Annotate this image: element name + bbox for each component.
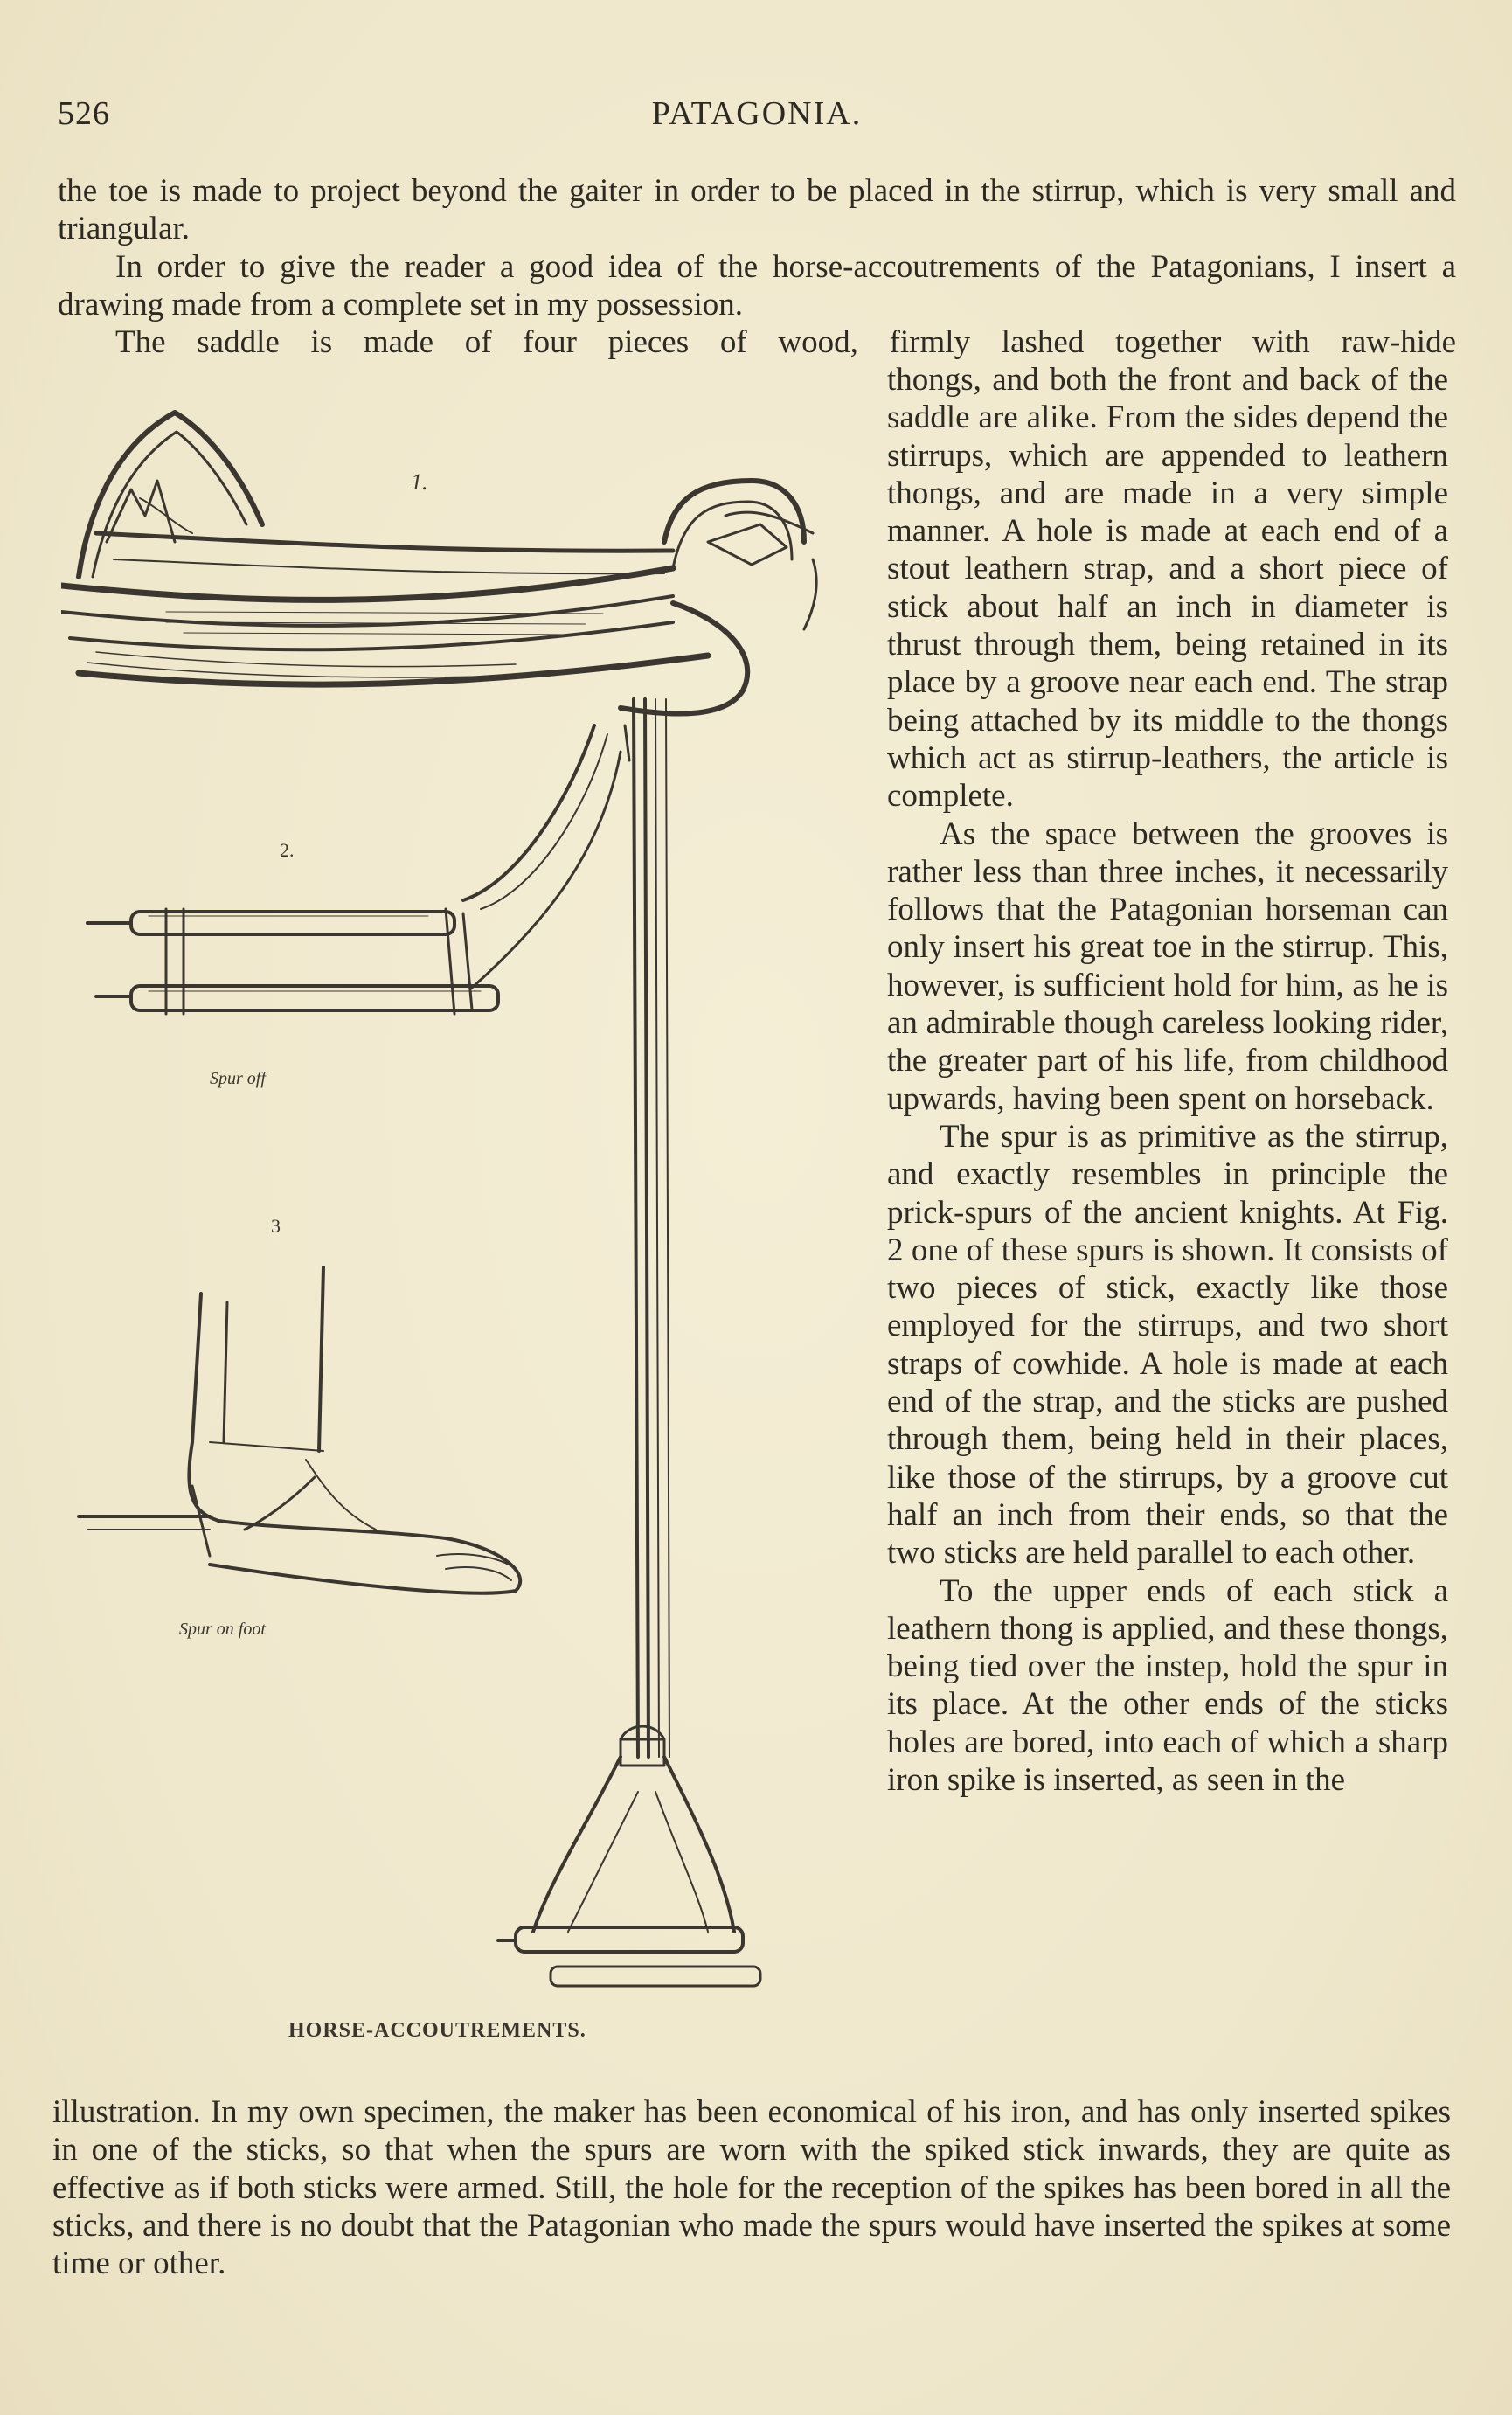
figure-label-2: 2. [280,839,295,861]
paragraph-saddle-start: The saddle is made of four pieces of wood, firmly lashed together with raw-hide [115,324,1456,361]
paragraph-spur-thongs: To the upper ends of each stick a leathern thong is applied, and these thongs, being tied over the instep, hold the spur in its place. At the other ends of the sticks holes are bored, into each of which a sharp iron spike is inserted, as seen in the [887,1572,1448,1798]
stirrup-drawing [498,1726,760,1986]
note-spur-on-foot: Spur on foot [179,1620,266,1639]
top-text-block [58,172,1456,361]
horse-accoutrements-illustration [61,393,874,2037]
figure-label-3: 3 [271,1215,281,1237]
figure-label-1: 1. [411,469,428,495]
bottom-text-block [52,2093,1451,2282]
paragraph-illustration-specimen: illustration. In my own specimen, the maker has been economical of his iron, and has only inserted spikes in one of the sticks, so that when the spurs are worn with the spiked stick inwards, they are quite as effective as if both sticks were armed. Still, the hole for the reception of the spikes has been bored in all the sticks, and there is no doubt that the Patagonian who made the spurs would have inserted the spikes at some time or other. [52,2094,1451,2282]
spur-on-foot-drawing [79,1267,520,1593]
paragraph-stirrup-end: the toe is made to project beyond the gaiter in order to be placed in the stirrup, which is very small and triangular. [58,173,1456,247]
page-header [58,87,1456,140]
spur-off-drawing [87,725,621,1014]
saddle-drawing [61,413,816,714]
figure-caption: HORSE-ACCOUTREMENTS. [288,2019,586,2042]
paragraph-drawing-intro: In order to give the reader a good idea of the horse-accoutrements of the Patagonians, I insert a drawing made from a complete set in my possession. [58,248,1456,323]
stirrup-leathers-drawing [625,699,669,1757]
note-spur-off: Spur off [210,1069,266,1088]
illustration-svg [61,393,874,2037]
paragraph-saddle-continued: thongs, and both the front and back of the saddle are alike. From the sides depend the stirrups, which are appended to leathern thongs, and are made in a very simple manner. A hole is made at each end of a stout leathern strap, and a short piece of stick about half an inch in diameter is thrust through them, being retained in its place by a groove near each end. The strap being attached by its middle to the thongs which act as stirrup-leathers, the article is complete. [887,362,1448,815]
paragraph-stirrup-space: As the space between the grooves is rather less than three inches, it necessarily follows that the Patagonian horseman can only insert his great toe in the stirrup. This, however, is sufficient hold for him, as he is an admirable though careless looking rider, the greater part of his life, from childhood upwards, having been spent on horseback. [887,815,1448,1117]
paragraph-spur: The spur is as primitive as the stirrup, and exactly resembles in principle the prick-spurs of the ancient knights. At Fig. 2 one of these spurs is shown. It consists of two pieces of stick, exactly like those employed for the stirrups, and two short straps of cowhide. A hole is made at each end of the strap, and the sticks are pushed through them, being held in their places, like those of the stirrups, by a groove cut half an inch from their ends, so that the two sticks are held parallel to each other. [887,1118,1448,1572]
page-number: 526 [58,95,110,132]
right-text-column [887,361,1448,1799]
running-head: PATAGONIA. [651,95,863,132]
